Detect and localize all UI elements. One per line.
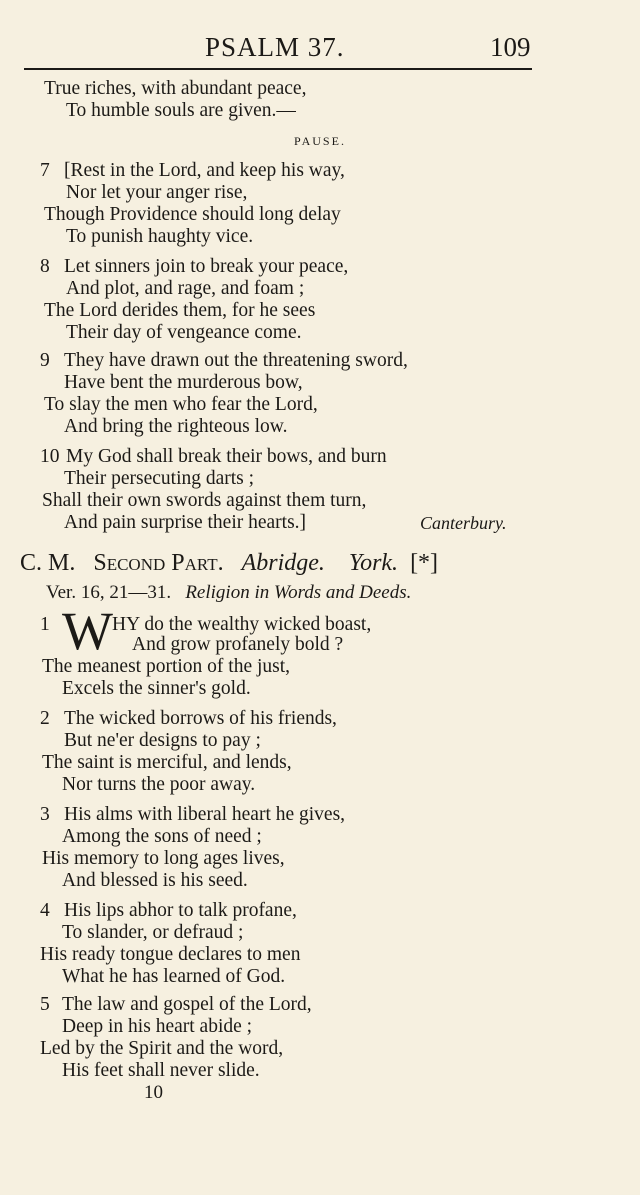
hymn-line: And grow profanely bold ? [132,634,344,655]
header-rule [24,68,532,70]
hymn-line: And plot, and rage, and foam ; [66,278,305,299]
hymn-line: His alms with liberal heart he gives, [64,804,346,825]
hymn-line: And bring the righteous low. [64,416,288,437]
hymn-line: Have bent the murderous bow, [64,372,303,393]
page-header [0,30,640,70]
part-heading [20,548,438,578]
hymn-line: Though Providence should long delay [44,204,341,225]
printer-signature: 10 [144,1082,163,1103]
hymn-line: Nor turns the poor away. [62,774,256,795]
pause-label: PAUSE. [294,134,346,148]
hymn-line: HY do the wealthy wicked boast, [112,614,372,635]
hymn-line: And blessed is his seed. [62,870,248,891]
hymn-line: His lips abhor to talk profane, [64,900,297,921]
tune-label: York. [348,550,399,576]
hymn-line: Shall their own swords against them turn, [42,490,367,511]
mark-label: [*] [410,550,439,576]
hymn-line: Nor let your anger rise, [66,182,248,203]
hymn-line: The law and gospel of the Lord, [62,994,312,1015]
hymn-line: His feet shall never slide. [62,1060,260,1081]
stanza-number: 7 [40,160,50,181]
part-label: Second Part. [93,550,224,576]
hymn-line: The wicked borrows of his friends, [64,708,337,729]
stanza-number: 4 [40,900,50,921]
hymn-line: [Rest in the Lord, and keep his way, [64,160,345,181]
hymn-line: Excels the sinner's gold. [62,678,251,699]
hymn-line: Their persecuting darts ; [64,468,255,489]
hymn-line: Let sinners join to break your peace, [64,256,349,277]
hymn-line: To humble souls are given.— [66,100,296,121]
hymn-line: But ne'er designs to pay ; [64,730,261,751]
hymn-line: To slander, or defraud ; [62,922,244,943]
hymn-line: Their day of vengeance come. [66,322,302,343]
hymn-line: The Lord derides them, for he sees [44,300,316,321]
verse-range: Ver. 16, 21—31. [46,582,172,603]
hymn-line: To punish haughty vice. [66,226,254,247]
hymn-line: And pain surprise their hearts.] [64,512,307,533]
stanza-number: 8 [40,256,50,277]
stanza-number: 2 [40,708,50,729]
hymn-line: To slay the men who fear the Lord, [44,394,318,415]
stanza-number: 9 [40,350,50,371]
abridge-label: Abridge. [241,550,325,576]
stanza-number: 5 [40,994,50,1015]
stanza-number: 10 [40,446,60,467]
hymn-line: Among the sons of need ; [62,826,262,847]
meter-label: C. M. [20,550,76,576]
stanza-number: 3 [40,804,50,825]
hymn-line: They have drawn out the threatening sword, [64,350,408,371]
hymn-line: His memory to long ages lives, [42,848,285,869]
hymn-line: My God shall break their bows, and burn [66,446,387,467]
section-title: Religion in Words and Deeds. [185,582,412,603]
hymn-line: The saint is merciful, and lends, [42,752,292,773]
hymn-line: What he has learned of God. [62,966,286,987]
hymn-line: Led by the Spirit and the word, [40,1038,284,1059]
hymn-line: The meanest portion of the just, [42,656,291,677]
running-title: PSALM 37. [205,32,345,62]
hymn-line: Deep in his heart abide ; [62,1016,253,1037]
hymn-line: His ready tongue declares to men [40,944,301,965]
stanza-number: 1 [40,614,50,635]
hymn-line: True riches, with abundant peace, [44,78,307,99]
drop-cap: W [62,601,113,661]
page-number: 109 [490,32,531,62]
tune-attribution: Canterbury. [420,513,507,533]
